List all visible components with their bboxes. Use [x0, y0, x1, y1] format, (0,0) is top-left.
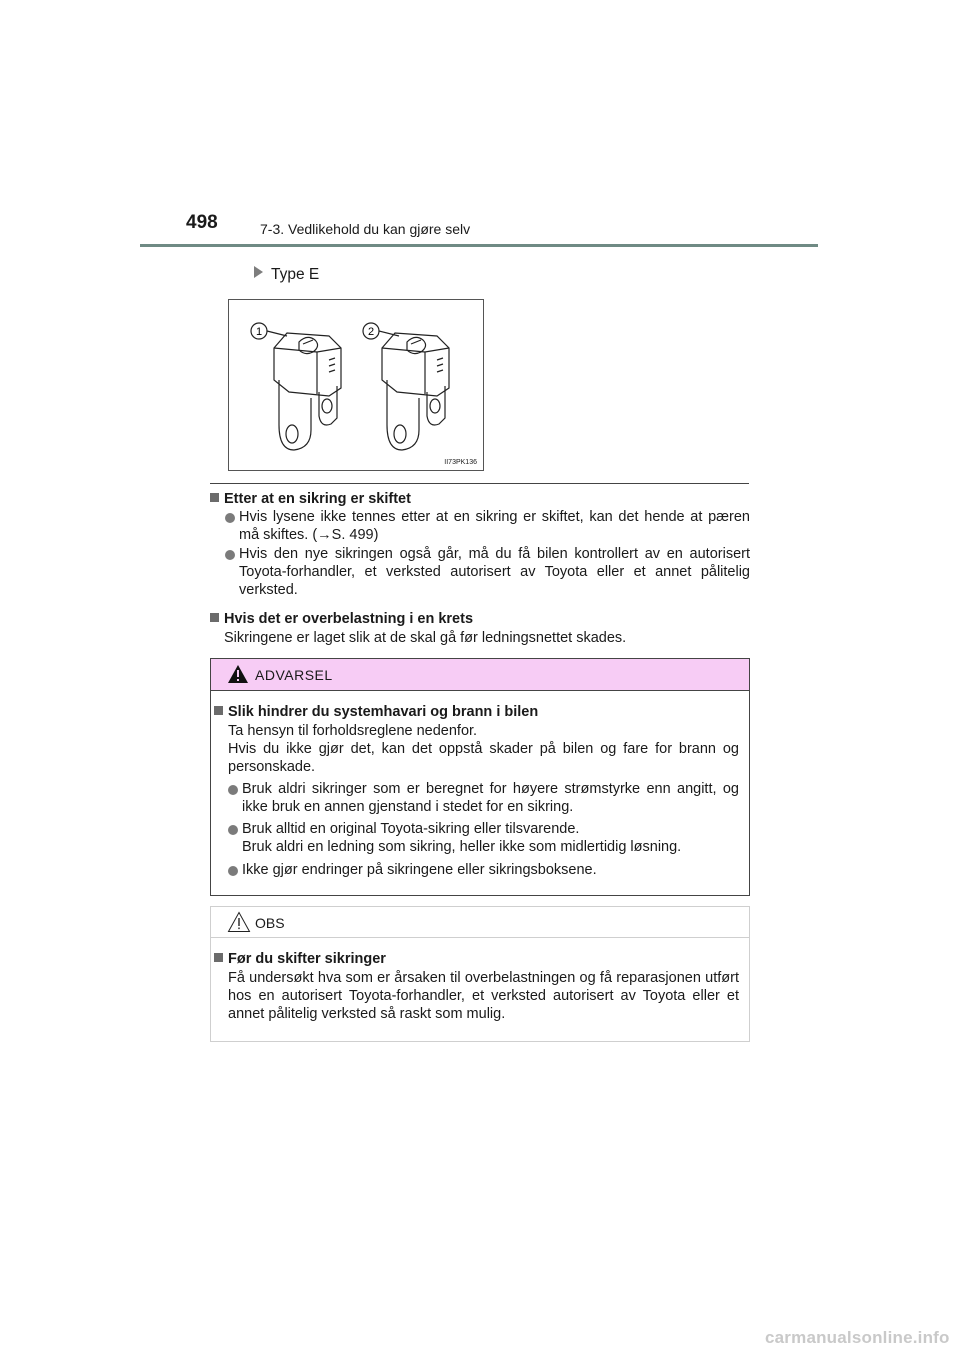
notice-header [211, 907, 749, 938]
warning-intro-2: Hvis du ikke gjør det, kan det oppstå skader på bilen og fare for brann og personskade. [228, 741, 739, 775]
label-1: 1 [255, 326, 263, 338]
overload-section [210, 610, 750, 646]
notice-body [214, 950, 739, 1022]
fuse-drawing [229, 300, 483, 470]
fuse-2-shape [382, 333, 449, 450]
round-bullet-icon [225, 550, 235, 560]
label-2: 2 [367, 326, 375, 338]
round-bullet-icon [228, 866, 238, 876]
figure-code: II73PK136 [444, 459, 477, 466]
watermark: carmanualsonline.info [765, 1328, 950, 1347]
after-fuse-bullet-1: Hvis lysene ikke tennes etter at en sikring er skiftet, kan det hende at pæren må skiftes. (→S. 499) [239, 509, 750, 543]
after-fuse-bullet-2: Hvis den nye sikringen også går, må du få bilen kontrollert av en autorisert Toyota-forhandler, et verksted autorisert av Toyota eller et annet pålitelig verksted. [239, 546, 750, 598]
overload-heading: Hvis det er overbelastning i en krets [210, 610, 750, 628]
notice-box [210, 906, 750, 1042]
notice-label: OBS [255, 915, 285, 931]
caution-triangle-icon [227, 911, 251, 933]
warning-triangle-icon [227, 664, 249, 684]
warning-body [214, 703, 739, 878]
fuse-illustration [228, 299, 484, 471]
warning-intro-1: Ta hensyn til forholdsreglene nedenfor. [228, 723, 478, 739]
page-number: 498 [186, 212, 218, 233]
section-title: 7-3. Vedlikehold du kan gjøre selv [260, 221, 471, 237]
square-bullet-icon [214, 953, 223, 962]
notice-heading: Før du skifter sikringer [214, 950, 739, 968]
figure-subhead [254, 266, 319, 284]
warning-bullet-2b: Bruk aldri en ledning som sikring, heller ikke som midlertidig løsning. [242, 839, 682, 855]
warning-label: ADVARSEL [255, 667, 333, 683]
warning-box [210, 658, 750, 896]
section-divider [210, 483, 749, 484]
figure-subhead-label: Type E [271, 266, 320, 283]
notice-text: Få undersøkt hva som er årsaken til overbelastningen og få reparasjonen utført hos en autorisert Toyota-forhandler, et verksted autorisert av Toyota eller et annet pålitelig verksted så raskt som mulig. [228, 970, 739, 1022]
fuse-1-shape [274, 333, 341, 450]
round-bullet-icon [225, 513, 235, 523]
square-bullet-icon [210, 613, 219, 622]
warning-bullet-3: Ikke gjør endringer på sikringene eller sikringsboksene. [242, 862, 597, 878]
square-bullet-icon [210, 493, 219, 502]
square-bullet-icon [214, 706, 223, 715]
warning-heading: Slik hindrer du systemhavari og brann i bilen [214, 703, 739, 721]
round-bullet-icon [228, 785, 238, 795]
after-fuse-section [210, 490, 750, 598]
header-divider [140, 244, 818, 247]
round-bullet-icon [228, 825, 238, 835]
warning-header [211, 659, 749, 691]
triangle-bullet-icon [254, 266, 263, 278]
warning-bullet-2a: Bruk alltid en original Toyota-sikring eller tilsvarende. [242, 821, 580, 837]
overload-text: Sikringene er laget slik at de skal gå før ledningsnettet skades. [224, 630, 627, 646]
after-fuse-heading: Etter at en sikring er skiftet [210, 490, 750, 508]
warning-bullet-1: Bruk aldri sikringer som er beregnet for høyere strømstyrke enn angitt, og ikke bruk en annen gjenstand i stedet for en sikring. [242, 781, 739, 815]
